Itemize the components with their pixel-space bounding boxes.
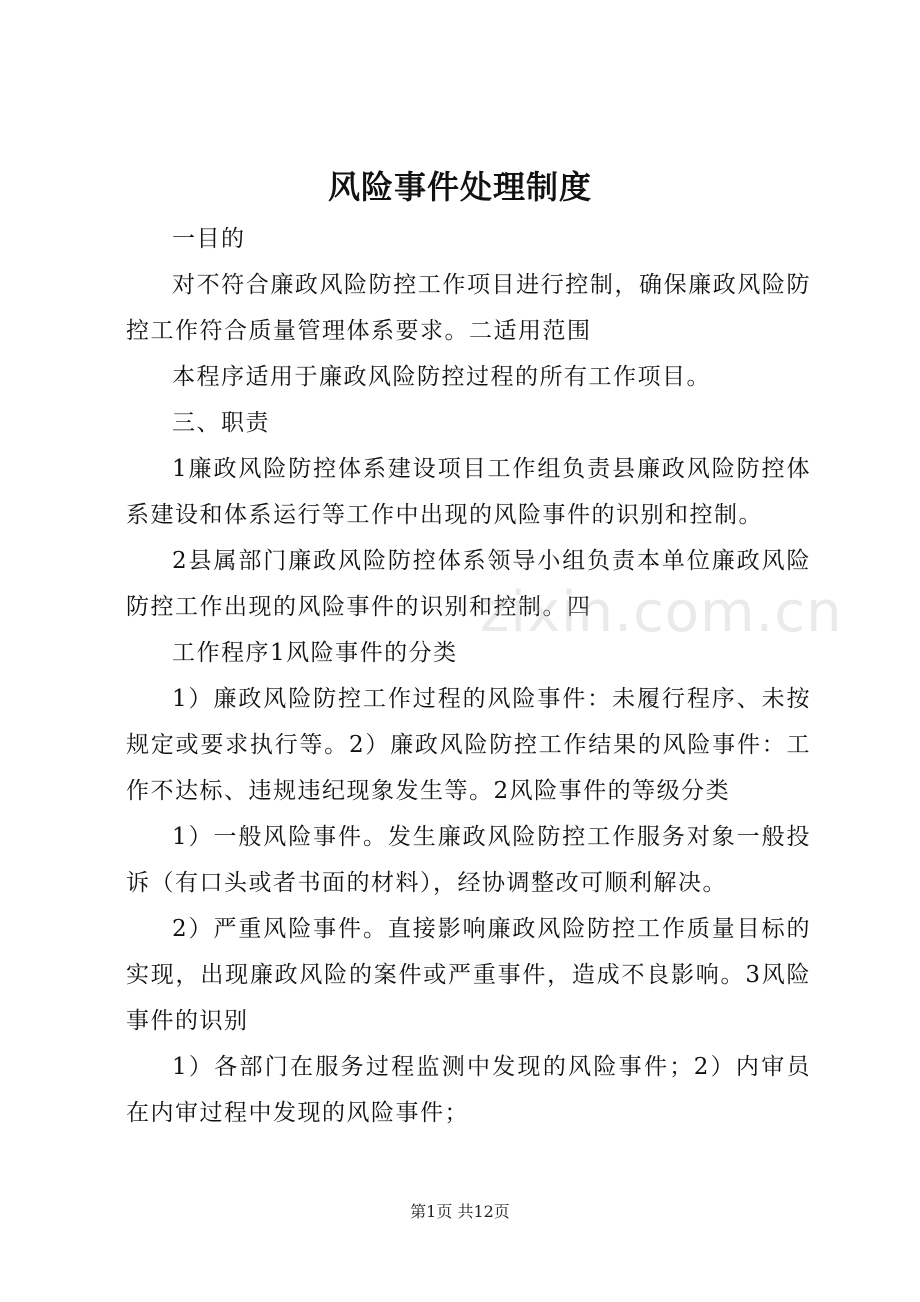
paragraph-purpose: 对不符合廉政风险防控工作项目进行控制，确保廉政风险防控工作符合质量管理体系要求。二适用范围 — [126, 272, 811, 344]
paragraph-duty-1: 1廉政风险防控体系建设项目工作组负责县廉政风险防控体系建设和体系运行等工作中出现的风险事件的识别和控制。 — [126, 456, 811, 528]
paragraph-serious-risk: 2）严重风险事件。直接影响廉政风险防控工作质量目标的实现，出现廉政风险的案件或严重事件，造成不良影响。3风险事件的识别 — [126, 916, 811, 1034]
paragraph-duty-2: 2县属部门廉政风险防控体系领导小组负责本单位廉政风险防控工作出现的风险事件的识别和控制。四 — [126, 548, 811, 620]
paragraph-classification: 1）廉政风险防控工作过程的风险事件：未履行程序、未按规定或要求执行等。2）廉政风险防控工作结果的风险事件：工作不达标、违规违纪现象发生等。2风险事件的等级分类 — [126, 686, 811, 804]
page-footer: 第1页 共12页 — [410, 1202, 510, 1221]
paragraph-procedure-heading: 工作程序1风险事件的分类 — [172, 640, 458, 666]
paragraph-scope: 本程序适用于廉政风险防控过程的所有工作项目。 — [172, 364, 711, 390]
paragraph-purpose-heading: 一目的 — [172, 226, 246, 252]
paragraph-duties-heading: 三、职责 — [172, 410, 270, 436]
document-title: 风险事件处理制度 — [327, 168, 592, 206]
paragraph-general-risk: 1）一般风险事件。发生廉政风险防控工作服务对象一般投诉（有口头或者书面的材料），经协调整改可顺利解决。 — [126, 824, 811, 896]
watermark: zixin.com.cn — [480, 580, 843, 645]
paragraph-identification: 1）各部门在服务过程监测中发现的风险事件；2）内审员在内审过程中发现的风险事件； — [126, 1054, 811, 1126]
document-body — [126, 216, 811, 1136]
